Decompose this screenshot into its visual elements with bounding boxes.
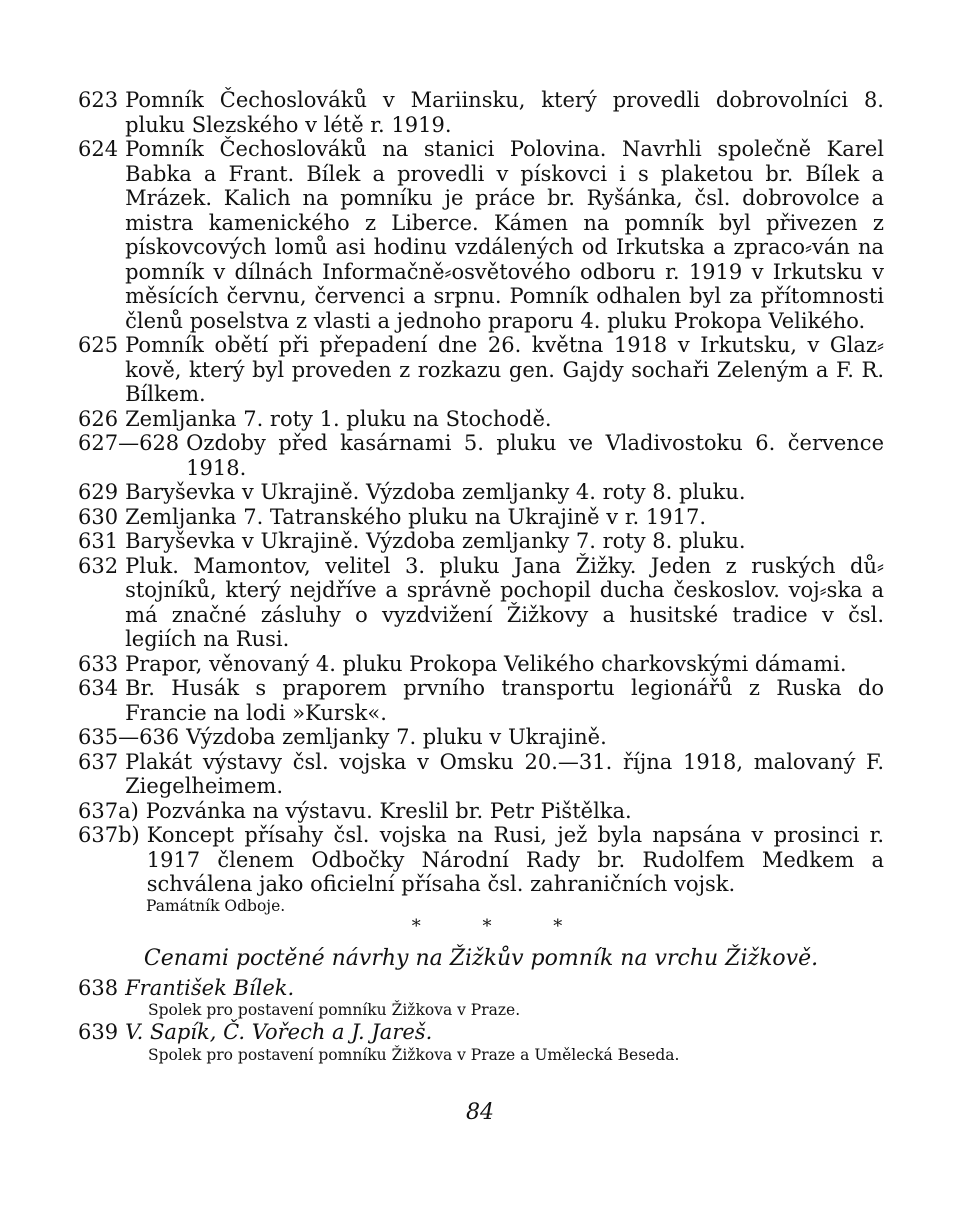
caption-entry-632 [78, 554, 884, 652]
entry-number: 632 [78, 553, 119, 578]
design-author: František Bílek. [125, 975, 295, 1000]
caption-entry-634 [78, 676, 884, 725]
entry-text: Ozdoby před kasárnami 5. pluku ve Vladivostoku 6. července 1918. [186, 431, 884, 480]
entry-number: 639 [78, 1020, 119, 1044]
entry-number: 637a) [78, 798, 139, 823]
design-source: Spolek pro postavení pomníku Žižkova v Praze a Umělecká Beseda. [148, 1045, 680, 1064]
entry-number: 638 [78, 975, 119, 1000]
design-source: Spolek pro postavení pomníku Žižkova v Praze. [148, 1001, 521, 1019]
entry-number: 631 [78, 529, 119, 553]
caption-entry-637b [78, 823, 884, 897]
entry-number: 625 [78, 333, 119, 357]
caption-entry-625 [78, 333, 884, 407]
design-author: V. Sapík, Č. Vořech a J. Jareš. [125, 1020, 433, 1044]
caption-entry-631 [78, 529, 884, 554]
caption-entry-637 [78, 750, 884, 799]
caption-entry-626 [78, 407, 884, 432]
caption-entry-637a [78, 799, 884, 824]
entry-text: Prapor, věnovaný 4. pluku Prokopa Velikého charkovskými dámami. [125, 651, 847, 676]
section-title: Cenami poctěné návrhy na Žižkův pomník na vrchu Žižkově. [143, 946, 819, 971]
caption-entry-624 [78, 137, 884, 333]
design-entry-639 [78, 1020, 884, 1045]
entry-number: 630 [78, 504, 119, 529]
source-note: Památník Odboje. [146, 896, 286, 915]
entry-text: Pozvánka na výstavu. Kreslil br. Petr Pištělka. [145, 798, 632, 823]
entry-number: 637b) [78, 823, 140, 847]
entry-text: Pomník Čechoslováků v Mariinsku, který provedli dobrovolníci 8. pluku Slezského v létě r. 1919. [125, 88, 884, 137]
entry-text: Baryševka v Ukrajině. Výzdoba zemljanky 7. roty 8. pluku. [125, 529, 746, 553]
entry-text: Pomník obětí při přepadení dne 26. května 1918 v Irkutsku, v Glaz⸗kově, který byl proveden z rozkazu gen. Gajdy sochaři Zeleným a F. R. Bílkem. [125, 333, 884, 406]
entry-number: 637 [78, 749, 119, 774]
entry-number: 635—636 [78, 725, 180, 749]
document-page [78, 88, 884, 1065]
entry-text: Koncept přísahy čsl. vojska na Rusi, jež byla napsána v prosinci r. 1917 členem Odbočky Národní Rady br. Rudolfem Medkem a schválena jako oficielní přísaha čsl. zahraničních vojsk. [146, 823, 884, 896]
section-divider: * * * [411, 915, 591, 937]
entry-number: 626 [78, 406, 119, 431]
caption-entry-627-628 [78, 431, 884, 480]
entry-number: 624 [78, 137, 119, 161]
caption-entry-629 [78, 480, 884, 505]
entry-number: 623 [78, 88, 119, 112]
caption-entry-623 [78, 88, 884, 137]
entry-text: Pluk. Mamontov, velitel 3. pluku Jana Žižky. Jeden z ruských dů⸗stojníků, který nejdříve a správně pochopil ducha českoslov. voj⸗ska a má značné zásluhy o vyzdvižení Žižkovy a husitské tradice v čsl. legiích na Rusi. [125, 553, 884, 651]
entry-text: Baryševka v Ukrajině. Výzdoba zemljanky 4. roty 8. pluku. [125, 480, 746, 504]
entry-number: 634 [78, 676, 119, 700]
caption-entry-630 [78, 505, 884, 530]
entry-text: Výzdoba zemljanky 7. pluku v Ukrajině. [186, 725, 607, 749]
entry-number: 633 [78, 651, 119, 676]
entry-text: Plakát výstavy čsl. vojska v Omsku 20.—31. října 1918, malovaný F. Ziegelheimem. [125, 749, 884, 798]
entry-text: Zemljanka 7. Tatranského pluku na Ukrajině v r. 1917. [125, 504, 707, 529]
entry-number: 629 [78, 480, 119, 504]
entry-text: Br. Husák s praporem prvního transportu legionářů z Ruska do Francie na lodi »Kursk«. [125, 676, 884, 725]
caption-entry-633 [78, 652, 884, 677]
entry-number: 627—628 [78, 431, 180, 455]
caption-entry-635-636 [78, 725, 884, 750]
entry-text: Zemljanka 7. roty 1. pluku na Stochodě. [125, 406, 552, 431]
design-entry-638 [78, 976, 884, 1001]
entry-text: Pomník Čechoslováků na stanici Polovina. Navrhli společně Karel Babka a Frant. Bílek a provedli v pískovci i s plaketou br. Bílek a Mrázek. Kalich na pomníku je práce br. Ryšánka, čsl. dobrovolce a mistra kamenického z Liberce. Kámen na pomník byl přivezen z pískovcových lomů asi hodinu vzdálených od Irkutska a zpraco⸗ván na pomník v dílnách Informačně⸗osvětového odboru r. 1919 v Irkutsku v měsících červnu, červenci a srpnu. Pomník odhalen byl za přítomnosti členů poselstva z vlasti a jednoho praporu 4. pluku Prokopa Velikého. [125, 137, 884, 333]
page-number: 84 [466, 1100, 494, 1125]
